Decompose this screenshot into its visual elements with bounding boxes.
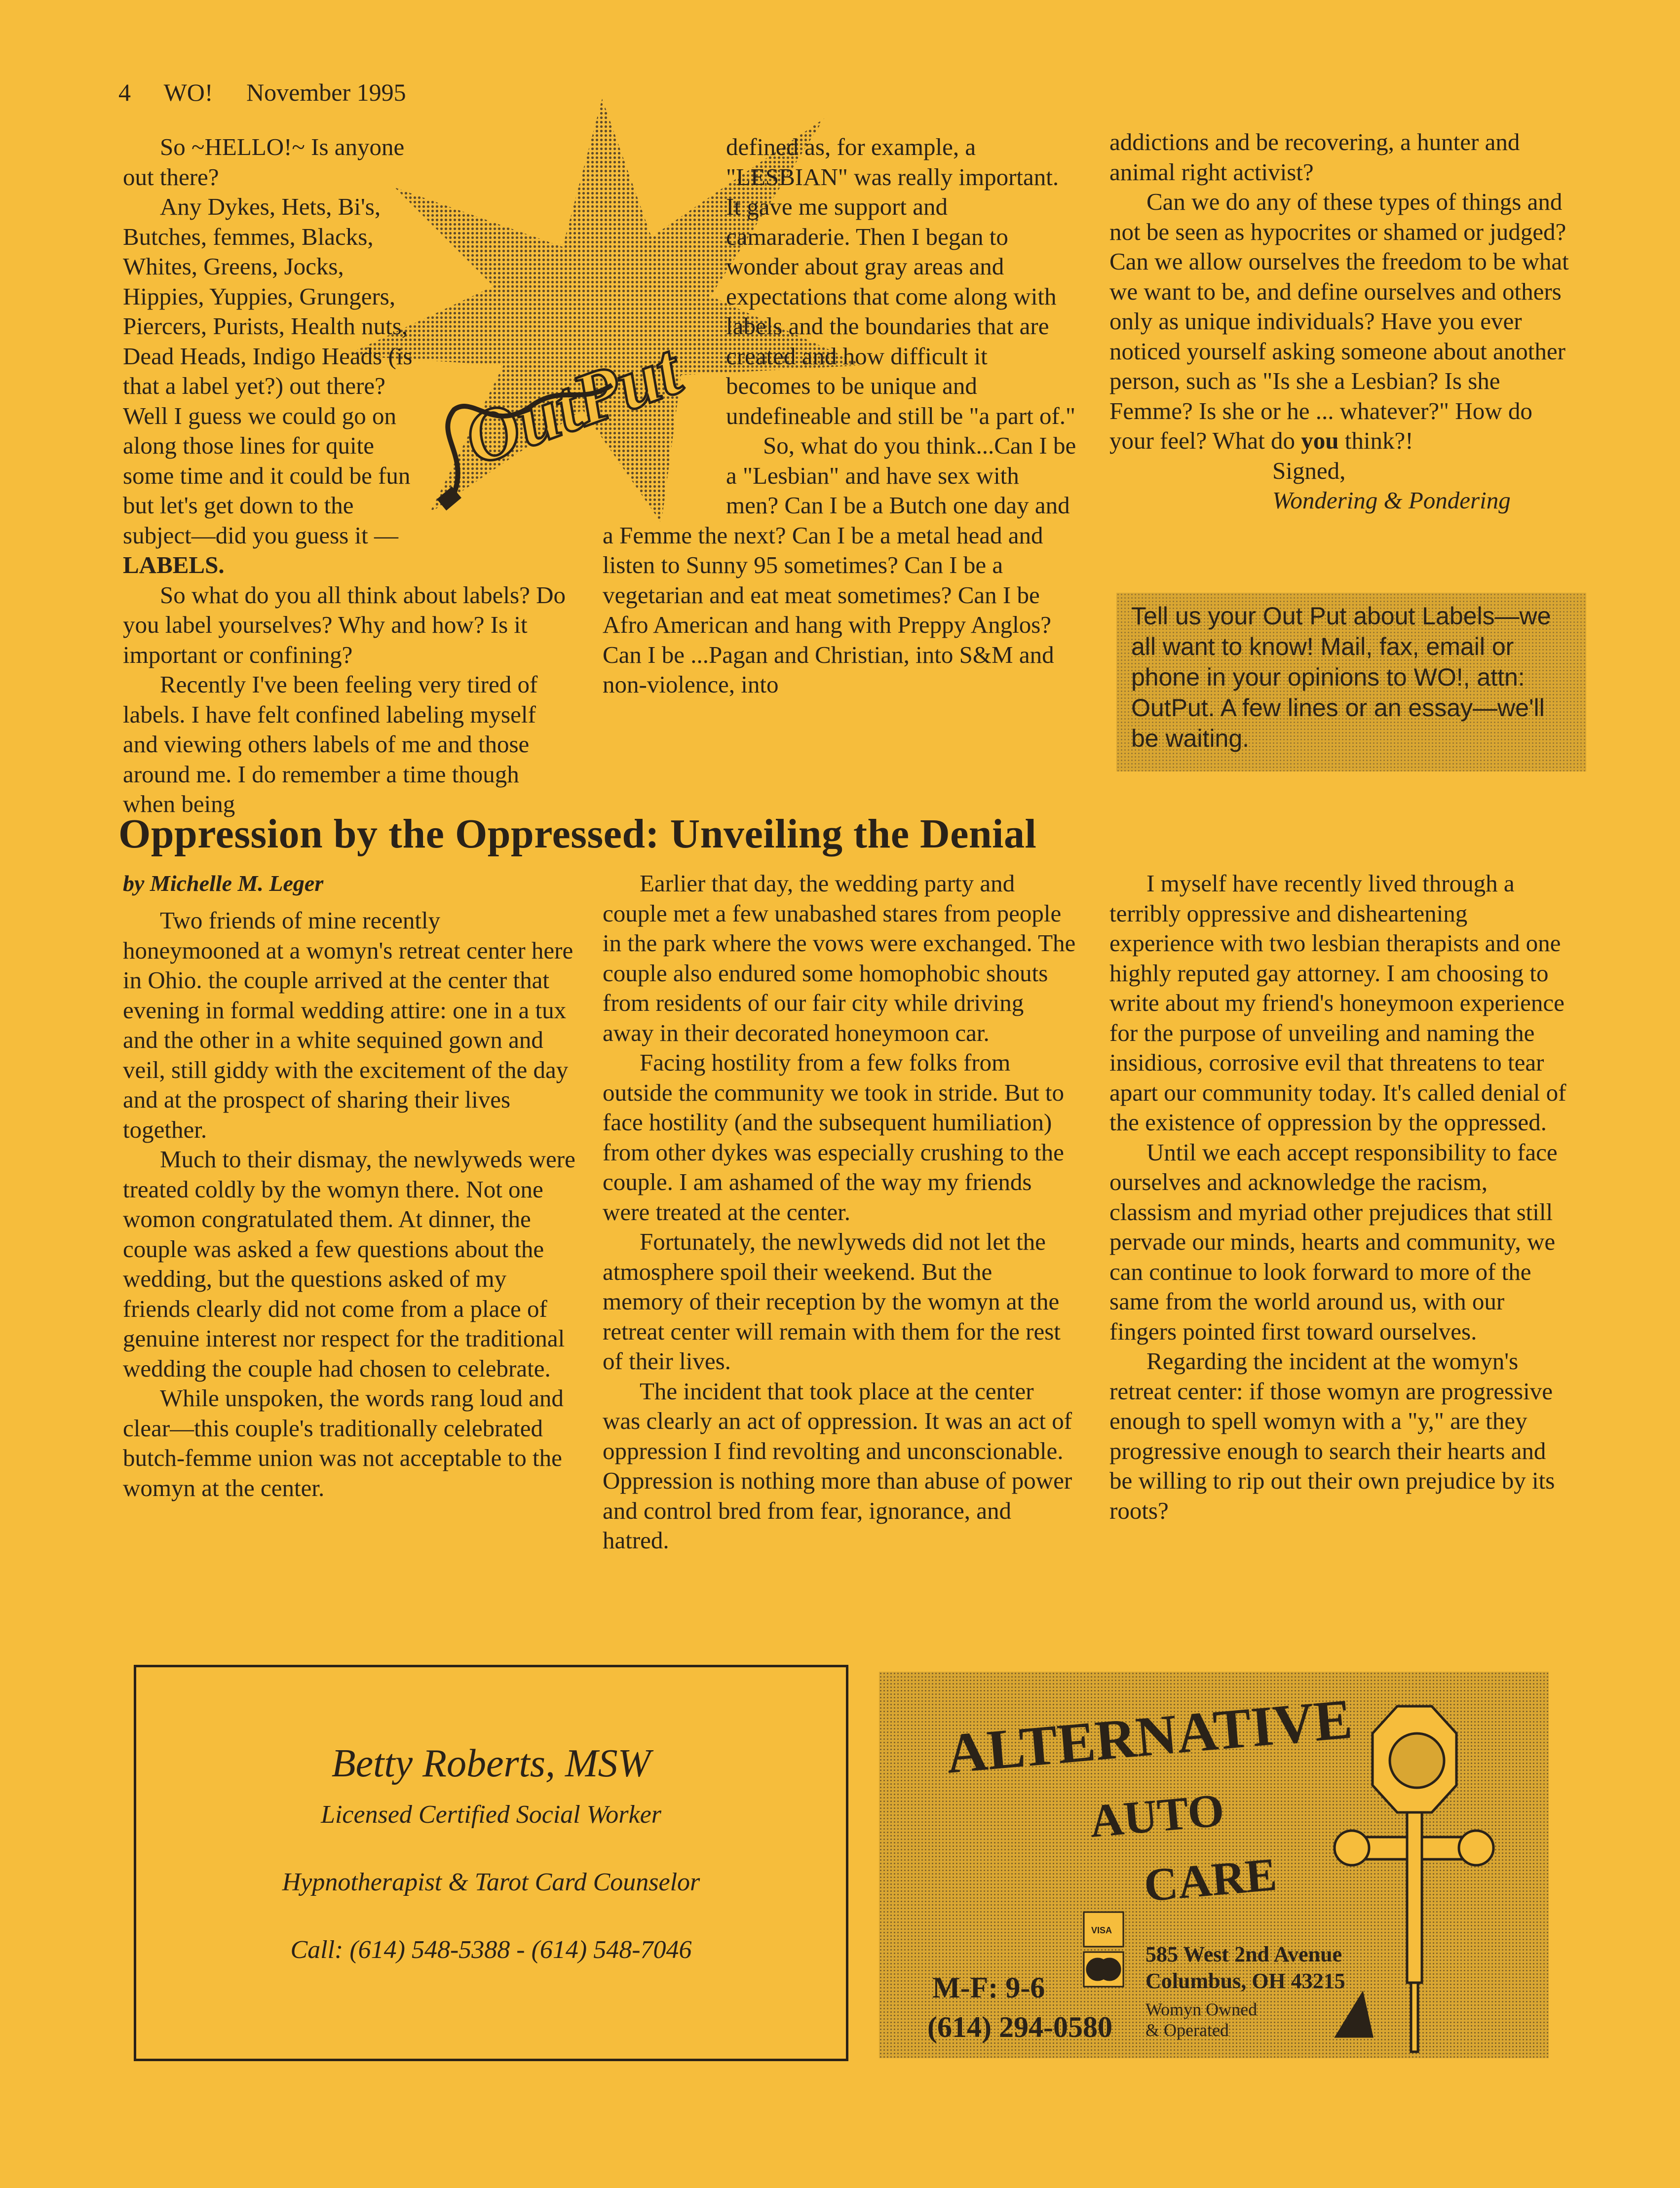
ad-title: Licensed Certified Social Worker — [321, 1801, 661, 1829]
paragraph: While unspoken, the words rang loud and clear—this couple's traditionally celebrated butch-femme union was not acceptable to the womyn at the center. — [123, 1384, 564, 1501]
article-byline: by Michelle M. Leger — [123, 871, 324, 896]
output-logo-text: OutPut — [454, 328, 691, 481]
output-column-1 — [123, 132, 567, 819]
logo-wrap-spacer — [419, 305, 567, 502]
paragraph: So what do you all think about labels? Do you label yourselves? Why and how? Is it important or confining? — [123, 581, 566, 668]
ad-services: Hypnotherapist & Tarot Card Counselor — [282, 1868, 700, 1896]
paragraph: Any Dykes, Hets, Bi's, Butches, femmes, Blacks, Whites, Greens, Jocks, Hippies, Yuppies, Grungers, Piercers, Purists, Health nuts, Dead Heads, Indigo Heads (is that a label yet?) out there? Well I guess we could go on along those lines for quite some time and it could be fun but let's get down to the subject—did you guess it — — [123, 193, 413, 549]
paragraph: So ~HELLO!~ Is anyone out there? — [123, 133, 405, 191]
paragraph: So, what do you think...Can I be a "Lesbian" and have sex with men? Can I be a Butch one day and a Femme the next? Can I be a metal head and listen to Sunny 95 sometimes? Can I be a vegetarian and eat meat sometimes? Can I be Afro American and hang with Preppy Anglos? Can I be ...Pagan and Christian, into S&M and non-violence, into — [603, 432, 1076, 698]
paragraph: I myself have recently lived through a terribly oppressive and disheartening experience with two lesbian therapists and one highly reputed gay attorney. I am choosing to write about my friend's honeymoon experience for the purpose of unveiling and naming the insidious, corrosive evil that threatens to tear apart our community today. It's called denial of the existence of oppression by the oppressed. — [1109, 870, 1566, 1136]
paragraph — [1109, 187, 1573, 456]
paragraph-text: think?! — [1344, 427, 1413, 454]
womyn-symbol-icon — [1336, 1993, 1373, 2037]
paragraph: Earlier that day, the wedding party and couple met a few unabashed stares from people in the park where the vows were exchanged. The couple also endured some homophobic shouts from residents of our fair city while driving away in their decorated honeymoon car. — [603, 870, 1076, 1046]
ad-hours: M-F: 9-6 — [932, 1971, 1045, 2004]
article-column-3 — [1109, 869, 1573, 1526]
paragraph: The incident that took place at the center was clearly an act of oppression. It was an act of oppression I find revolting and unconscionable. Oppression is nothing more than abuse of power and control bred from fear, ignorance, and hatred. — [603, 1377, 1072, 1554]
logo-wrap-spacer — [603, 305, 726, 502]
page-number: 4 — [118, 78, 131, 106]
article-column-2 — [603, 869, 1076, 1556]
ad-owned-line2: & Operated — [1145, 2020, 1229, 2040]
callout-box: Tell us your Out Put about Labels—we all want to know! Mail, fax, email or phone in your opinions to WO!, attn: OutPut. A few lines or an essay—we'll be waiting. — [1116, 593, 1586, 771]
paragraph-text: Can we do any of these types of things and not be seen as hypocrites or shamed or judged? Can we allow ourselves the freedom to be what we want to be, and define ourselves and others only as unique individuals? Have you ever noticed yourself asking someone about another person, such as "Is she a Lesbian? Is she Femme? Is she or he ... whatever?" How do your feel? What do — [1109, 188, 1569, 454]
ad-phone: Call: (614) 548-5388 - (614) 548-7046 — [290, 1936, 692, 1964]
signature: Wondering & Pondering — [1272, 487, 1511, 514]
publication-name: WO! — [163, 78, 213, 106]
paragraph-labels: LABELS. — [123, 551, 225, 578]
article-column-1 — [123, 906, 577, 1503]
paragraph: defined as, for example, a "LESBIAN" was really important. It gave me support and camaraderie. Then I began to wonder about gray areas and expectations that come along with labels and the boundaries that are created and how difficult it becomes to be unique and undefineable and still be "a part of." — [726, 133, 1076, 429]
paragraph: Two friends of mine recently honeymooned at a womyn's retreat center here in Ohio. the couple arrived at the center that evening in formal wedding attire: one in a tux and the other in a white sequined gown and veil, still giddy with the excitement of the day and at the prospect of sharing their lives together. — [123, 907, 573, 1143]
paragraph: addictions and be recovering, a hunter and animal right activist? — [1109, 128, 1520, 186]
ad-alternative-auto-care — [879, 1672, 1549, 2058]
visa-card-label: VISA — [1091, 1925, 1112, 1935]
ad-address-line1: 585 West 2nd Avenue — [1145, 1942, 1342, 1966]
article-headline: Oppression by the Oppressed: Unveiling the Denial — [118, 811, 1037, 857]
logo-auto: AUTO — [1087, 1783, 1226, 1847]
ad-name: Betty Roberts, MSW — [331, 1742, 651, 1785]
logo-alternative: ALTERNATIVE — [944, 1687, 1355, 1785]
paragraph: Fortunately, the newlyweds did not let the atmosphere spoil their weekend. But the memory of their reception by the womyn at the retreat center will remain with them for the rest of their lives. — [603, 1228, 1061, 1375]
issue-date: November 1995 — [246, 78, 406, 106]
paragraph: Regarding the incident at the womyn's retreat center: if those womyn are progressive enough to spell womyn with a "y," are they progressive enough to search their hearts and be willing to rip out their own prejudice by its roots? — [1109, 1347, 1555, 1524]
ad-owned-line1: Womyn Owned — [1145, 1999, 1258, 2019]
paragraph: Recently I've been feeling very tired of labels. I have felt confined labeling myself and viewing others labels of me and those around me. I do remember a time though when being — [123, 671, 538, 817]
output-column-3 — [1109, 127, 1573, 516]
signed-label: Signed, — [1272, 457, 1346, 484]
ad-address-line2: Columbus, OH 43215 — [1145, 1969, 1345, 1993]
paragraph: Facing hostility from a few folks from outside the community we took in stride. But to face hostility (and the subsequent humiliation) from other dykes was especially crushing to the couple. I am ashamed of the way my friends were treated at the center. — [603, 1049, 1064, 1226]
paragraph: Much to their dismay, the newlyweds were treated coldly by the womyn there. Not one womon congratulated them. At dinner, the couple was asked a few questions about the wedding, but the questions asked of my friends clearly did not come from a place of genuine interest nor respect for the traditional wedding the couple had chosen to celebrate. — [123, 1146, 575, 1382]
ad-betty-roberts — [134, 1665, 848, 2061]
logo-care: CARE — [1142, 1847, 1279, 1912]
ad-phone: (614) 294-0580 — [927, 2011, 1112, 2043]
output-column-2 — [603, 132, 1076, 700]
emphasis-you: you — [1301, 427, 1339, 454]
paragraph: Until we each accept responsibility to face ourselves and acknowledge the racism, classism and myriad other prejudices that still pervade our minds, hearts and community, we can continue to look forward to more of the same from the world around us, with our fingers pointed first toward ourselves. — [1109, 1138, 1558, 1345]
